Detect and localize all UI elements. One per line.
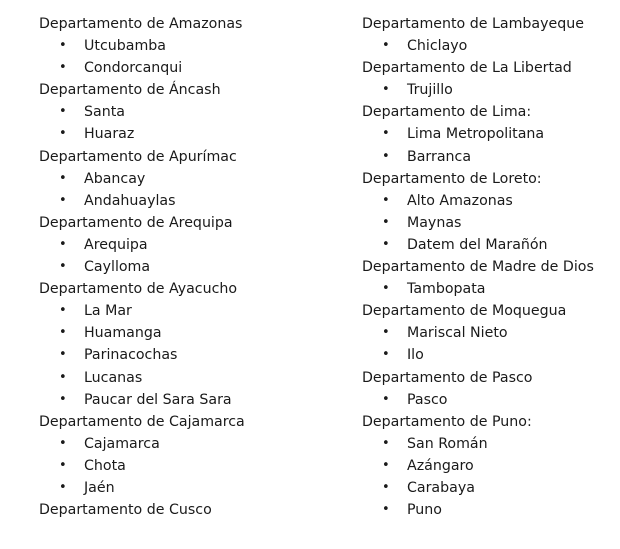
bullet-icon: • (382, 502, 390, 518)
province-name: Huaraz (84, 126, 135, 143)
province-name: Carabaya (407, 479, 475, 496)
province-list (362, 278, 617, 300)
bullet-icon: • (59, 60, 67, 76)
department-block (362, 101, 617, 167)
province-item (362, 433, 617, 455)
department-name: Departamento de Puno: (362, 413, 532, 430)
province-item (362, 477, 617, 499)
bullet-icon: • (382, 391, 390, 407)
bullet-icon: • (382, 148, 390, 164)
province-item (362, 344, 617, 366)
province-name: Mariscal Nieto (407, 325, 508, 342)
province-name: San Román (407, 435, 488, 452)
province-name: Pasco (407, 391, 448, 408)
bullet-icon: • (382, 457, 390, 473)
province-item (39, 455, 339, 477)
department-block (39, 13, 339, 79)
province-item (39, 101, 339, 123)
province-item (362, 35, 617, 57)
province-name: Azángaro (407, 457, 474, 474)
department-block (362, 168, 617, 256)
province-name: Condorcanqui (84, 60, 183, 77)
province-item (362, 455, 617, 477)
bullet-icon: • (382, 325, 390, 341)
bullet-icon: • (59, 391, 67, 407)
department-name: Departamento de Apurímac (39, 148, 237, 165)
province-name: Andahuaylas (84, 192, 176, 209)
province-list (362, 322, 617, 366)
province-item (362, 499, 617, 521)
province-name: Ilo (407, 347, 424, 364)
department-name: Departamento de Moquegua (362, 303, 567, 320)
department-name: Departamento de La Libertad (362, 60, 572, 77)
province-item (362, 146, 617, 168)
bullet-icon: • (59, 347, 67, 363)
bullet-icon: • (59, 192, 67, 208)
bullet-icon: • (59, 457, 67, 473)
province-item (39, 256, 339, 278)
department-block (39, 212, 339, 278)
bullet-icon: • (382, 82, 390, 98)
province-name: Alto Amazonas (407, 192, 513, 209)
province-name: Paucar del Sara Sara (84, 391, 232, 408)
province-list (362, 389, 617, 411)
bullet-icon: • (59, 479, 67, 495)
department-block (39, 278, 339, 411)
bullet-icon: • (59, 259, 67, 275)
province-item (362, 190, 617, 212)
province-name: Trujillo (407, 82, 453, 99)
bullet-icon: • (382, 126, 390, 142)
department-block (362, 300, 617, 366)
bullet-icon: • (382, 214, 390, 230)
department-name: Departamento de Cajamarca (39, 413, 245, 430)
province-list (362, 123, 617, 167)
department-block (362, 57, 617, 101)
bullet-icon: • (59, 303, 67, 319)
province-item (39, 477, 339, 499)
province-item (39, 300, 339, 322)
province-item (39, 35, 339, 57)
bullet-icon: • (59, 126, 67, 142)
department-block (39, 411, 339, 499)
bullet-icon: • (59, 236, 67, 252)
province-name: Caylloma (84, 259, 151, 276)
bullet-icon: • (59, 435, 67, 451)
department-block (362, 256, 617, 300)
province-item (39, 389, 339, 411)
province-list (362, 433, 617, 521)
bullet-icon: • (382, 347, 390, 363)
province-item (39, 344, 339, 366)
department-name: Departamento de Cusco (39, 502, 212, 519)
department-name: Departamento de Arequipa (39, 214, 233, 231)
province-item (362, 322, 617, 344)
bullet-icon: • (59, 38, 67, 54)
bullet-icon: • (382, 281, 390, 297)
department-block (39, 146, 339, 212)
department-name: Departamento de Lambayeque (362, 16, 584, 32)
province-list (39, 433, 339, 499)
province-name: Chiclayo (407, 38, 468, 55)
province-name: Jaén (84, 479, 115, 496)
department-name: Departamento de Áncash (39, 82, 221, 99)
province-item (39, 367, 339, 389)
department-block (362, 411, 617, 521)
department-block (362, 13, 617, 57)
province-name: Barranca (407, 148, 472, 165)
province-name: Datem del Marañón (407, 236, 548, 253)
province-name: Utcubamba (84, 38, 166, 55)
province-item (39, 123, 339, 145)
department-name: Departamento de Ayacucho (39, 281, 238, 298)
province-name: La Mar (84, 303, 132, 320)
bullet-icon: • (59, 170, 67, 186)
department-name: Departamento de Pasco (362, 369, 533, 386)
province-list (39, 234, 339, 278)
province-name: Tambopata (407, 281, 486, 298)
province-name: Cajamarca (84, 435, 160, 452)
province-item (362, 79, 617, 101)
bullet-icon: • (382, 435, 390, 451)
bullet-icon: • (382, 236, 390, 252)
province-item (39, 57, 339, 79)
province-name: Puno (407, 502, 442, 519)
province-item (39, 190, 339, 212)
bullet-icon: • (382, 479, 390, 495)
department-block (39, 79, 339, 145)
province-item (362, 234, 617, 256)
province-name: Arequipa (84, 236, 148, 253)
province-item (39, 433, 339, 455)
province-name: Abancay (84, 170, 146, 187)
province-item (39, 168, 339, 190)
province-name: Maynas (407, 214, 462, 231)
province-name: Santa (84, 104, 125, 121)
province-list (39, 300, 339, 410)
province-name: Chota (84, 457, 126, 474)
province-item (362, 278, 617, 300)
department-name: Departamento de Lima: (362, 104, 532, 121)
department-block (39, 499, 339, 521)
province-list (362, 35, 617, 57)
province-list (362, 79, 617, 101)
province-name: Huamanga (84, 325, 162, 342)
province-item (39, 322, 339, 344)
province-name: Lucanas (84, 369, 143, 386)
bullet-icon: • (59, 104, 67, 120)
province-name: Lima Metropolitana (407, 126, 545, 143)
bullet-icon: • (59, 325, 67, 341)
department-name: Departamento de Loreto: (362, 170, 542, 187)
province-list (39, 35, 339, 79)
province-item (39, 234, 339, 256)
province-list (362, 190, 617, 256)
bullet-icon: • (59, 369, 67, 385)
province-name: Parinacochas (84, 347, 178, 364)
province-list (39, 168, 339, 212)
province-list (39, 101, 339, 145)
province-item (362, 212, 617, 234)
department-name: Departamento de Madre de Dios (362, 259, 594, 276)
department-block (362, 367, 617, 411)
department-name: Departamento de Amazonas (39, 16, 243, 32)
left-column (39, 13, 339, 521)
province-item (362, 123, 617, 145)
right-column (362, 13, 617, 521)
province-item (362, 389, 617, 411)
bullet-icon: • (382, 192, 390, 208)
bullet-icon: • (382, 38, 390, 54)
